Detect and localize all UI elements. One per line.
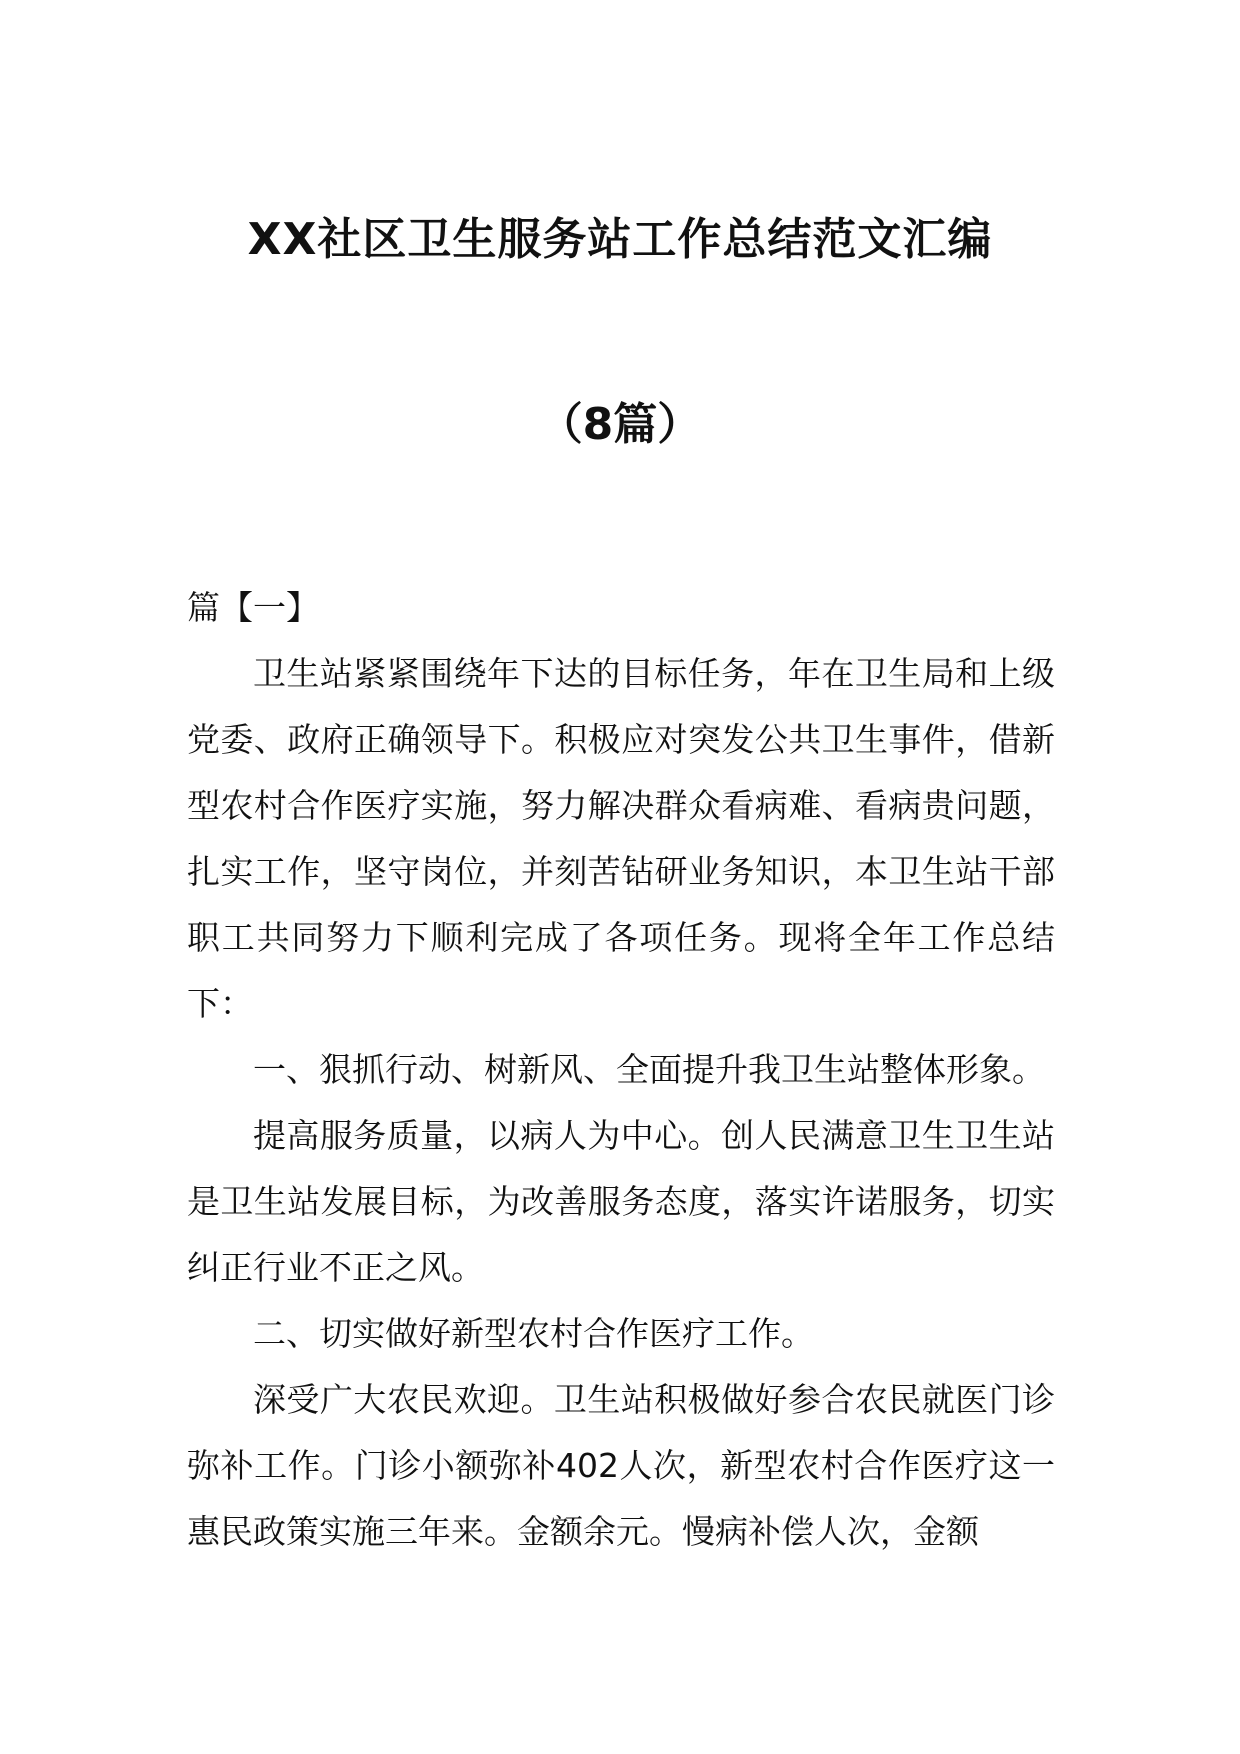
paragraph: 深受广大农民欢迎。卫生站积极做好参合农民就医门诊弥补工作。门诊小额弥补402人次，新型农村合作医疗这一惠民政策实施三年来。金额余元。慢病补偿人次，金额 xyxy=(187,1380,1055,1551)
paragraph-heading: 二、切实做好新型农村合作医疗工作。 xyxy=(253,1314,814,1353)
document-title: XX社区卫生服务站工作总结范文汇编 xyxy=(247,214,993,265)
paragraph-heading: 一、狠抓行动、树新风、全面提升我卫生站整体形象。 xyxy=(253,1050,1045,1089)
paragraph: 卫生站紧紧围绕年下达的目标任务，年在卫生局和上级党委、政府正确领导下。积极应对突发公共卫生事件，借新型农村合作医疗实施，努力解决群众看病难、看病贵问题，扎实工作，坚守岗位，并刻苦钻研业务知识，本卫生站干部职工共同努力下顺利完成了各项任务。现将全年工作总结下： xyxy=(187,654,1055,1023)
paragraph: 提高服务质量，以病人为中心。创人民满意卫生卫生站是卫生站发展目标，为改善服务态度，落实许诺服务，切实纠正行业不正之风。 xyxy=(187,1116,1055,1287)
document-subtitle: （8篇） xyxy=(538,399,702,450)
section-label: 篇【一】 xyxy=(187,588,319,627)
document-body xyxy=(187,575,1055,1565)
